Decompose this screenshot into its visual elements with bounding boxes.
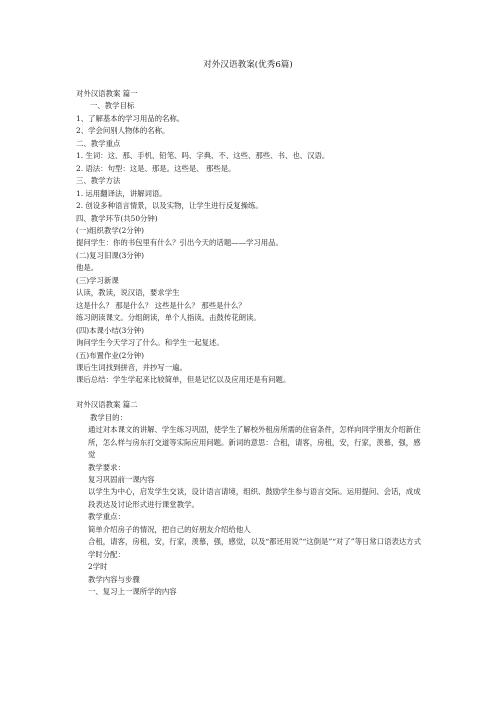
- s1-line: 提问学生：你的书包里有什么？引出今天的话题——学习用品。: [76, 238, 283, 248]
- key-text: 简单介绍房子的情况，把自己的好朋友介绍给他人: [88, 524, 251, 534]
- s1-line: 课后总结：学生学起来比较简单，但是记忆以及应用还是有问题。: [76, 375, 291, 385]
- s1-line: 这是什么？ 那是什么？ 这些是什么？ 那些是什么？: [76, 300, 246, 310]
- s1-line: (四)本课小结(3分钟): [76, 325, 144, 335]
- s1-line: 询问学生今天学习了什么。和学生一起复述。: [76, 338, 224, 348]
- s1-line: 三、教学方法: [76, 176, 121, 186]
- s1-line: 1. 生词：这、那、手机、铅笔、吗、字典、不、这些、那些、书、也、汉语。: [76, 151, 330, 161]
- s1-line: 二、教学重点: [76, 138, 121, 148]
- s1-line: (一)组织教学(2分钟): [76, 225, 144, 235]
- document-title: 对外汉语教案(优秀6篇): [203, 60, 293, 70]
- goal-text: 通过对本课文的讲解、学生练习巩固，使学生了解校外租房所需的住宿条件，怎样向同学朋友介绍新住所，怎么样与房东打交道等实际应用问题。新词的意思：合租，请客，房租，安，行家，羡慕，强，感觉: [88, 425, 421, 460]
- s1-line: 他是。: [76, 263, 99, 273]
- s1-line: 1、了解基本的学习用品的名称。: [76, 113, 185, 123]
- req-label: 教学要求：: [88, 462, 125, 472]
- s1-line: 练习朗读课文。分组朗读，单个人指读。击鼓传花朗读。: [76, 313, 261, 323]
- s1-line: (二)复习旧课(3分钟): [76, 250, 144, 260]
- req-text: 以学生为中心，启发学生交谈，设计语言请境，组织、鼓励学生参与语言交际。运用提问、会话，成成段表达及讨论形式进行课堂教学。: [88, 487, 421, 509]
- goal-label: 教学目的：: [90, 412, 127, 422]
- s1-line: 2. 创设多种语言情景，以及实物，让学生进行反复操练。: [76, 201, 263, 211]
- s1-line: 课后生词找到拼音，并抄写一遍。: [76, 362, 187, 372]
- s1-line: (三)学习新课: [76, 275, 119, 285]
- key-label: 教学重点：: [88, 512, 125, 522]
- key-text: 合租，请客，房租，安，行家，羡慕，强，感觉，以及“都还用说”“这倒是”“对了”等日常口语表达方式: [88, 537, 422, 547]
- document-body: [76, 88, 426, 599]
- s1-line: 1. 运用翻译法，讲解词语。: [76, 188, 167, 198]
- s1-line: 2. 语法：句型：这是、那是。这些是、 那些是。: [76, 163, 236, 173]
- s1-line: 一、教学目标: [90, 101, 135, 111]
- s1-line: 四、教学环节(共50分钟): [76, 213, 158, 223]
- time-label: 学时分配：: [88, 549, 125, 559]
- steps-label: 教学内容与步骤: [88, 574, 140, 584]
- section-1-heading: 对外汉语教案 篇一: [76, 89, 138, 98]
- s1-line: 2、学会问别人物体的名称。: [76, 126, 170, 136]
- section-2-heading: 对外汉语教案 篇二: [76, 400, 138, 410]
- time-text: 2学时: [88, 562, 108, 572]
- s1-line: (五)布置作业(2分钟): [76, 350, 144, 360]
- steps-item: 一、复习上一课所学的内容: [88, 587, 177, 597]
- s1-line: 认读，教读，说汉语，要求学生: [76, 288, 180, 298]
- req-text: 复习巩固前一课内容: [88, 475, 155, 485]
